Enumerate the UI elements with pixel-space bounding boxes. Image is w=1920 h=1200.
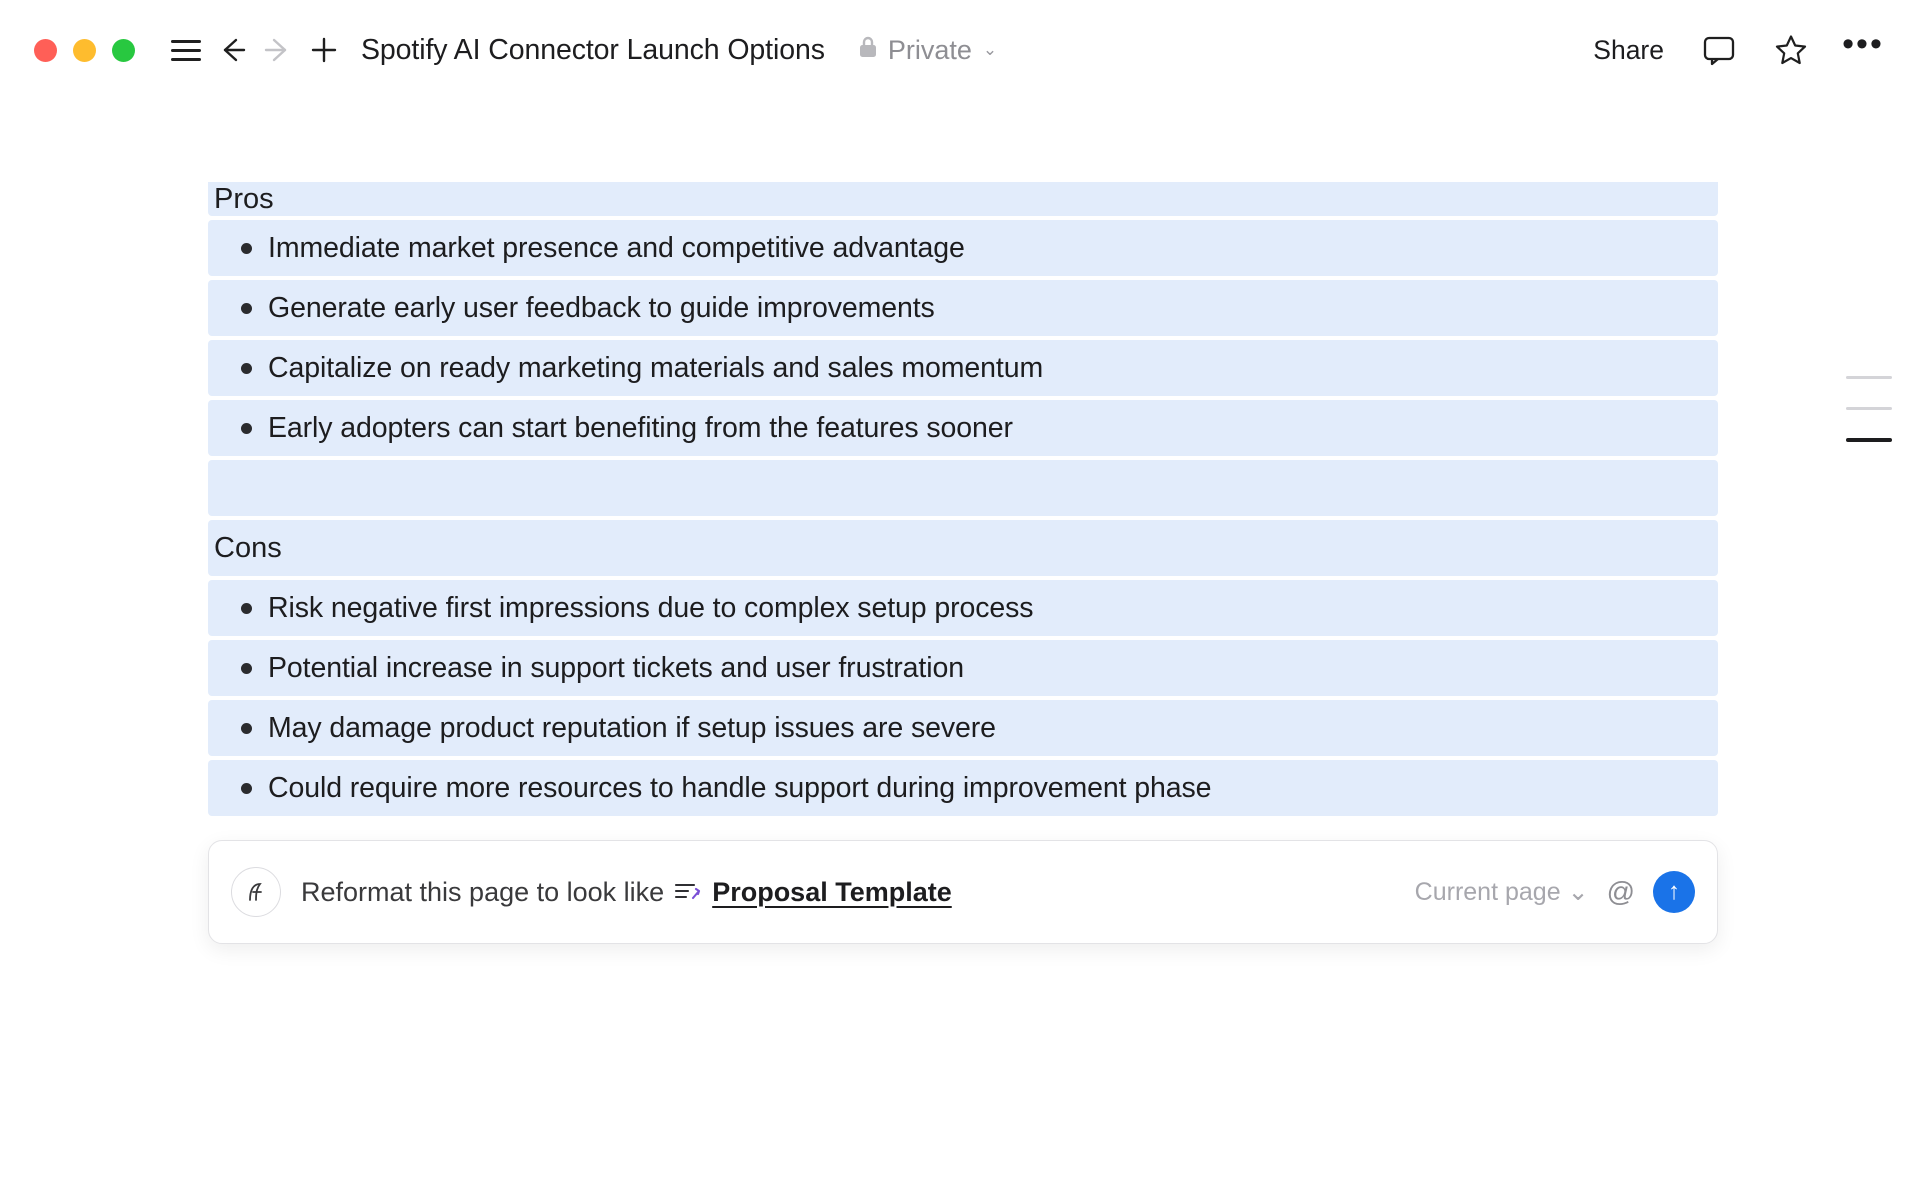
list-item[interactable]	[208, 280, 1718, 336]
page-content	[208, 182, 1718, 944]
outline-mark	[1846, 376, 1892, 379]
list-item[interactable]	[208, 220, 1718, 276]
chevron-down-icon: ⌄	[982, 40, 998, 59]
list-item[interactable]	[208, 760, 1718, 816]
list-item-text: Could require more resources to handle support during improvement phase	[268, 771, 1212, 804]
ai-prompt-text	[301, 877, 952, 908]
list-item[interactable]	[208, 700, 1718, 756]
minimize-window-button[interactable]	[73, 39, 96, 62]
bullet-icon	[224, 783, 268, 794]
heading-text: Pros	[214, 183, 274, 215]
list-item-text: Risk negative first impressions due to complex setup process	[268, 591, 1034, 624]
window-controls	[34, 39, 135, 62]
arrow-right-icon	[262, 34, 294, 66]
heading-text: Cons	[214, 531, 282, 564]
bullet-icon	[224, 363, 268, 374]
share-button[interactable]: Share	[1593, 34, 1664, 65]
bullet-icon	[224, 243, 268, 254]
section-heading-cons[interactable]	[208, 520, 1718, 576]
ai-prompt-prefix: Reformat this page to look like	[301, 876, 665, 907]
ai-prompt-bar[interactable]	[208, 840, 1718, 944]
list-item[interactable]	[208, 640, 1718, 696]
send-button[interactable]: ↑	[1653, 871, 1695, 913]
plus-icon	[308, 34, 340, 66]
scope-selector[interactable]	[1415, 877, 1589, 907]
comment-button[interactable]	[1696, 27, 1742, 73]
outline-indicator[interactable]	[1846, 376, 1892, 442]
list-item-text: Capitalize on ready marketing materials and sales momentum	[268, 351, 1044, 384]
sidebar-toggle-button[interactable]	[163, 27, 209, 73]
favorite-button[interactable]	[1768, 27, 1814, 73]
empty-block[interactable]	[208, 460, 1718, 516]
bullet-icon	[224, 423, 268, 434]
bullet-icon	[224, 303, 268, 314]
comment-icon	[1702, 33, 1736, 67]
section-heading-pros[interactable]	[208, 182, 1718, 216]
ai-assistant-icon	[231, 867, 281, 917]
lock-icon	[857, 34, 879, 67]
list-item-text: Generate early user feedback to guide improvements	[268, 291, 935, 324]
star-icon	[1774, 33, 1808, 67]
arrow-left-icon	[216, 34, 248, 66]
list-item[interactable]	[208, 340, 1718, 396]
close-window-button[interactable]	[34, 39, 57, 62]
list-item-text: May damage product reputation if setup issues are severe	[268, 711, 996, 744]
privacy-label: Private	[887, 34, 972, 65]
list-item-text: Early adopters can start benefiting from the features sooner	[268, 411, 1013, 444]
bullet-icon	[224, 603, 268, 614]
template-link[interactable]: Proposal Template	[712, 876, 952, 907]
ellipsis-icon: •••	[1842, 25, 1884, 63]
list-item[interactable]	[208, 580, 1718, 636]
bullet-icon	[224, 663, 268, 674]
privacy-selector[interactable]	[857, 34, 997, 67]
back-button[interactable]	[209, 27, 255, 73]
list-item-text: Immediate market presence and competitive advantage	[268, 231, 965, 264]
title-bar	[0, 0, 1920, 100]
outline-mark-active	[1846, 438, 1892, 442]
title-bar-actions	[1587, 27, 1886, 73]
maximize-window-button[interactable]	[112, 39, 135, 62]
chevron-down-icon: ⌄	[1567, 878, 1589, 906]
forward-button[interactable]	[255, 27, 301, 73]
mention-button[interactable]: @	[1606, 876, 1635, 907]
ai-prompt-actions	[1415, 871, 1695, 913]
list-item[interactable]	[208, 400, 1718, 456]
more-options-button[interactable]	[1840, 27, 1886, 73]
page-title[interactable]: Spotify AI Connector Launch Options	[361, 33, 825, 66]
lock-icon-svg	[857, 34, 879, 60]
outline-mark	[1846, 407, 1892, 410]
new-page-button[interactable]	[301, 27, 347, 73]
template-icon	[674, 879, 702, 905]
scope-label: Current page	[1414, 877, 1561, 906]
list-item-text: Potential increase in support tickets and user frustration	[268, 651, 964, 684]
hamburger-icon	[171, 40, 201, 61]
bullet-icon	[224, 723, 268, 734]
